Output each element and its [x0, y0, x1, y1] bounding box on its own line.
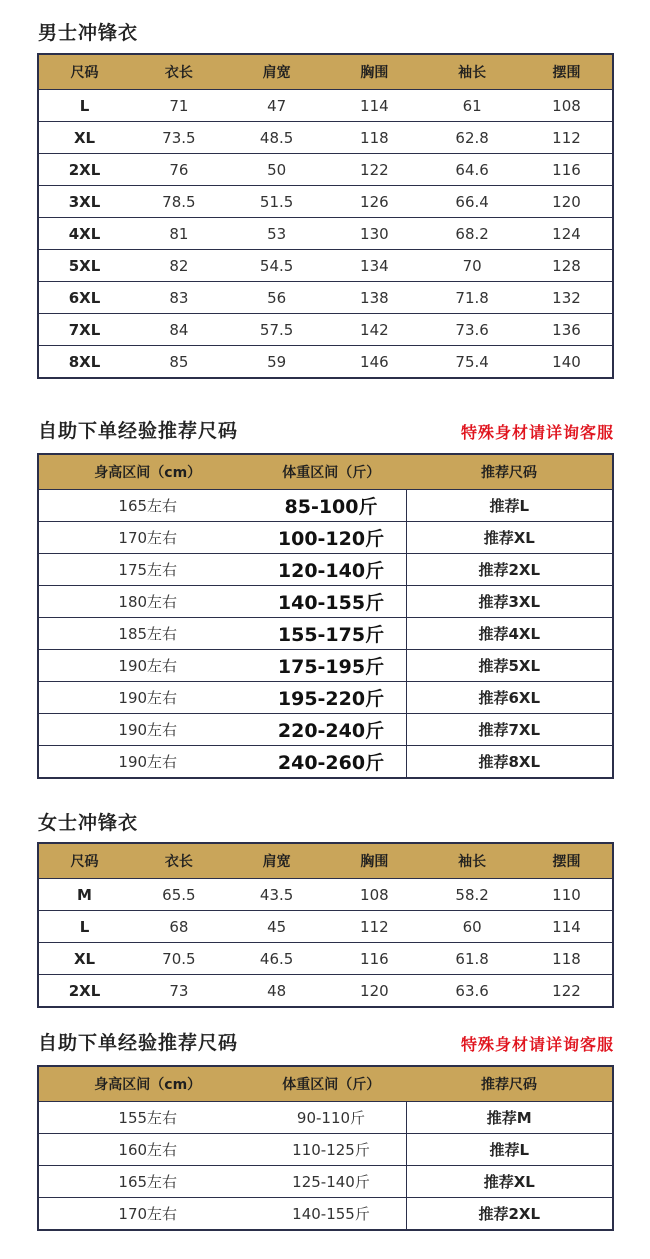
table-row [38, 90, 613, 122]
table-row [38, 746, 613, 779]
measure-cell: 116 [521, 154, 613, 186]
size-cell: 8XL [38, 346, 130, 379]
women-rec-title: 自助下单经验推荐尺码 [38, 1032, 239, 1054]
table-row [38, 122, 613, 154]
size-cell: 4XL [38, 218, 130, 250]
height-cell: 165左右 [38, 1166, 257, 1198]
table-row [38, 314, 613, 346]
weight-cell: 125-140斤 [257, 1166, 407, 1198]
size-cell: 3XL [38, 186, 130, 218]
size-cell: 5XL [38, 250, 130, 282]
recommend-cell: 推荐XL [406, 522, 613, 554]
recommend-cell: 推荐2XL [406, 554, 613, 586]
height-cell: 190左右 [38, 682, 257, 714]
measure-cell: 54.5 [228, 250, 326, 282]
measure-cell: 85 [130, 346, 228, 379]
recommend-cell: 推荐5XL [406, 650, 613, 682]
weight-cell: 195-220斤 [257, 682, 407, 714]
height-cell: 190左右 [38, 714, 257, 746]
measure-cell: 118 [326, 122, 424, 154]
column-header: 推荐尺码 [406, 454, 613, 490]
recommend-cell: 推荐3XL [406, 586, 613, 618]
table-row [38, 586, 613, 618]
recommend-cell: 推荐XL [406, 1166, 613, 1198]
women-rec-table [37, 1065, 614, 1231]
measure-cell: 71 [130, 90, 228, 122]
measure-cell: 108 [326, 879, 424, 911]
table-header-row [38, 1066, 613, 1102]
table-row [38, 975, 613, 1008]
recommend-cell: 推荐4XL [406, 618, 613, 650]
table-header-row [38, 54, 613, 90]
measure-cell: 71.8 [423, 282, 521, 314]
measure-cell: 68.2 [423, 218, 521, 250]
measure-cell: 126 [326, 186, 424, 218]
column-header: 衣长 [130, 843, 228, 879]
measure-cell: 66.4 [423, 186, 521, 218]
measure-cell: 83 [130, 282, 228, 314]
table-row [38, 1102, 613, 1134]
height-cell: 190左右 [38, 746, 257, 779]
men-rec-table [37, 453, 614, 779]
column-header: 衣长 [130, 54, 228, 90]
table-row [38, 522, 613, 554]
size-cell: L [38, 911, 130, 943]
measure-cell: 130 [326, 218, 424, 250]
column-header: 袖长 [423, 843, 521, 879]
measure-cell: 53 [228, 218, 326, 250]
table-row [38, 218, 613, 250]
height-cell: 170左右 [38, 522, 257, 554]
measure-cell: 56 [228, 282, 326, 314]
measure-cell: 68 [130, 911, 228, 943]
size-cell: 2XL [38, 975, 130, 1008]
column-header: 尺码 [38, 843, 130, 879]
men-title: 男士冲锋衣 [38, 22, 139, 44]
measure-cell: 132 [521, 282, 613, 314]
men-rec-title: 自助下单经验推荐尺码 [38, 420, 239, 442]
measure-cell: 120 [326, 975, 424, 1008]
weight-cell: 140-155斤 [257, 1198, 407, 1231]
measure-cell: 110 [521, 879, 613, 911]
size-cell: L [38, 90, 130, 122]
measure-cell: 59 [228, 346, 326, 379]
measure-cell: 73.5 [130, 122, 228, 154]
column-header: 推荐尺码 [406, 1066, 613, 1102]
column-header: 体重区间（斤） [257, 1066, 407, 1102]
table-row [38, 250, 613, 282]
column-header: 肩宽 [228, 843, 326, 879]
table-row [38, 682, 613, 714]
weight-cell: 120-140斤 [257, 554, 407, 586]
measure-cell: 61.8 [423, 943, 521, 975]
measure-cell: 64.6 [423, 154, 521, 186]
measure-cell: 73.6 [423, 314, 521, 346]
measure-cell: 116 [326, 943, 424, 975]
measure-cell: 57.5 [228, 314, 326, 346]
recommend-cell: 推荐L [406, 1134, 613, 1166]
measure-cell: 43.5 [228, 879, 326, 911]
measure-cell: 62.8 [423, 122, 521, 154]
weight-cell: 140-155斤 [257, 586, 407, 618]
column-header: 尺码 [38, 54, 130, 90]
height-cell: 165左右 [38, 490, 257, 522]
column-header: 袖长 [423, 54, 521, 90]
height-cell: 185左右 [38, 618, 257, 650]
measure-cell: 124 [521, 218, 613, 250]
size-cell: XL [38, 122, 130, 154]
size-cell: M [38, 879, 130, 911]
recommend-cell: 推荐8XL [406, 746, 613, 779]
table-row [38, 879, 613, 911]
measure-cell: 51.5 [228, 186, 326, 218]
weight-cell: 175-195斤 [257, 650, 407, 682]
measure-cell: 70 [423, 250, 521, 282]
recommend-cell: 推荐7XL [406, 714, 613, 746]
column-header: 身高区间（cm） [38, 1066, 257, 1102]
weight-cell: 220-240斤 [257, 714, 407, 746]
table-row [38, 490, 613, 522]
men-size-table [37, 53, 614, 379]
measure-cell: 73 [130, 975, 228, 1008]
recommend-cell: 推荐6XL [406, 682, 613, 714]
table-header-row [38, 454, 613, 490]
size-cell: 2XL [38, 154, 130, 186]
women-rec-note: 特殊身材请详询客服 [460, 1035, 614, 1054]
measure-cell: 112 [326, 911, 424, 943]
measure-cell: 61 [423, 90, 521, 122]
measure-cell: 138 [326, 282, 424, 314]
measure-cell: 118 [521, 943, 613, 975]
table-row [38, 186, 613, 218]
measure-cell: 65.5 [130, 879, 228, 911]
column-header: 肩宽 [228, 54, 326, 90]
measure-cell: 84 [130, 314, 228, 346]
table-row [38, 650, 613, 682]
column-header: 胸围 [326, 843, 424, 879]
table-row [38, 1134, 613, 1166]
height-cell: 170左右 [38, 1198, 257, 1231]
table-row [38, 346, 613, 379]
measure-cell: 63.6 [423, 975, 521, 1008]
measure-cell: 75.4 [423, 346, 521, 379]
measure-cell: 142 [326, 314, 424, 346]
measure-cell: 114 [326, 90, 424, 122]
weight-cell: 90-110斤 [257, 1102, 407, 1134]
table-row [38, 1198, 613, 1231]
recommend-cell: 推荐M [406, 1102, 613, 1134]
weight-cell: 240-260斤 [257, 746, 407, 779]
height-cell: 155左右 [38, 1102, 257, 1134]
height-cell: 190左右 [38, 650, 257, 682]
measure-cell: 50 [228, 154, 326, 186]
measure-cell: 128 [521, 250, 613, 282]
measure-cell: 120 [521, 186, 613, 218]
measure-cell: 45 [228, 911, 326, 943]
table-row [38, 1166, 613, 1198]
height-cell: 160左右 [38, 1134, 257, 1166]
table-header-row [38, 843, 613, 879]
weight-cell: 155-175斤 [257, 618, 407, 650]
column-header: 胸围 [326, 54, 424, 90]
women-size-table [37, 842, 614, 1008]
table-row [38, 282, 613, 314]
weight-cell: 85-100斤 [257, 490, 407, 522]
table-row [38, 154, 613, 186]
measure-cell: 78.5 [130, 186, 228, 218]
column-header: 摆围 [521, 54, 613, 90]
measure-cell: 122 [521, 975, 613, 1008]
table-row [38, 618, 613, 650]
height-cell: 175左右 [38, 554, 257, 586]
measure-cell: 82 [130, 250, 228, 282]
measure-cell: 81 [130, 218, 228, 250]
women-title: 女士冲锋衣 [38, 812, 139, 834]
measure-cell: 112 [521, 122, 613, 154]
table-row [38, 943, 613, 975]
measure-cell: 122 [326, 154, 424, 186]
measure-cell: 46.5 [228, 943, 326, 975]
men-rec-note: 特殊身材请详询客服 [460, 423, 614, 442]
measure-cell: 108 [521, 90, 613, 122]
measure-cell: 140 [521, 346, 613, 379]
height-cell: 180左右 [38, 586, 257, 618]
column-header: 摆围 [521, 843, 613, 879]
table-row [38, 714, 613, 746]
column-header: 身高区间（cm） [38, 454, 257, 490]
recommend-cell: 推荐2XL [406, 1198, 613, 1231]
weight-cell: 100-120斤 [257, 522, 407, 554]
size-cell: XL [38, 943, 130, 975]
table-row [38, 554, 613, 586]
table-row [38, 911, 613, 943]
measure-cell: 70.5 [130, 943, 228, 975]
size-cell: 7XL [38, 314, 130, 346]
measure-cell: 48.5 [228, 122, 326, 154]
column-header: 体重区间（斤） [257, 454, 407, 490]
weight-cell: 110-125斤 [257, 1134, 407, 1166]
measure-cell: 146 [326, 346, 424, 379]
measure-cell: 48 [228, 975, 326, 1008]
size-cell: 6XL [38, 282, 130, 314]
measure-cell: 60 [423, 911, 521, 943]
measure-cell: 114 [521, 911, 613, 943]
measure-cell: 76 [130, 154, 228, 186]
measure-cell: 58.2 [423, 879, 521, 911]
recommend-cell: 推荐L [406, 490, 613, 522]
measure-cell: 136 [521, 314, 613, 346]
measure-cell: 47 [228, 90, 326, 122]
measure-cell: 134 [326, 250, 424, 282]
